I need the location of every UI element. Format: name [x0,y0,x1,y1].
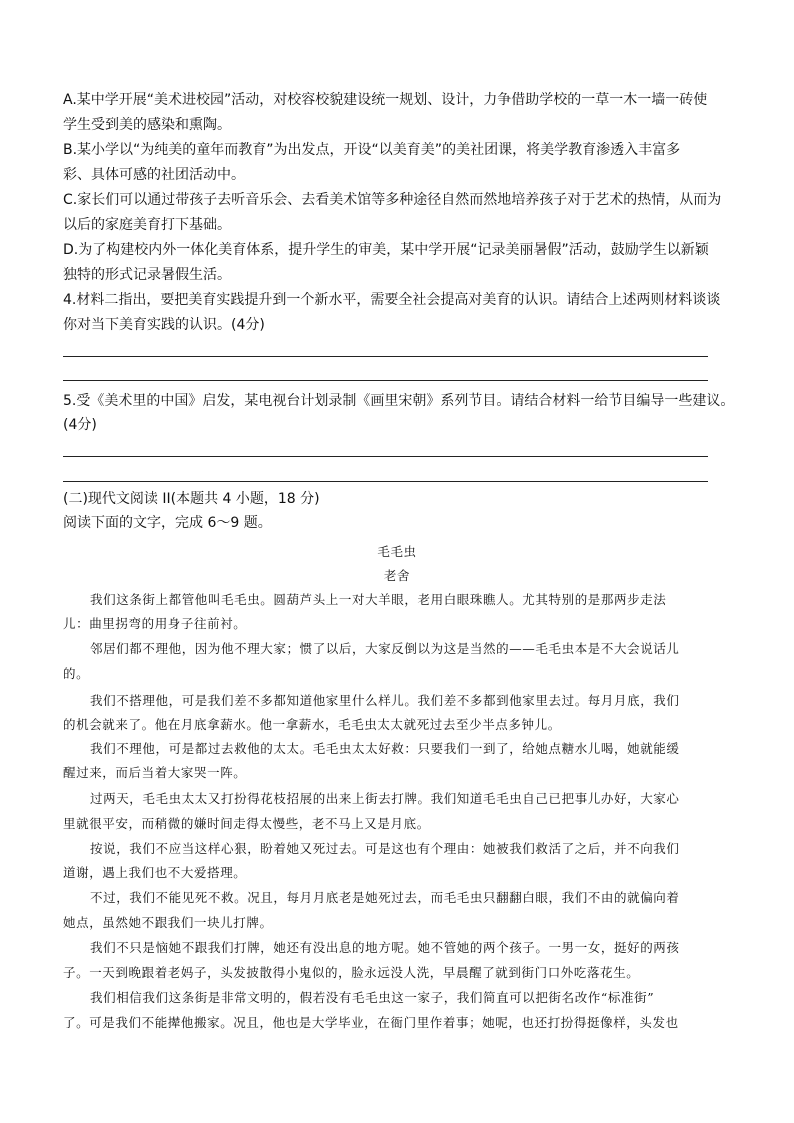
story-line: 我们不搭理他，可是我们差不多都知道他家里什么样儿。我们差不多都到他家里去过。每月月底，我们 [90,693,680,708]
option-d-line-1: D.为了构建校内外一体化美育体系，提升学生的审美，某中学开展“记录美丽暑假”活动，鼓励学生以新颖 [63,242,709,258]
story-line: 的机会就来了。他在月底拿薪水。他一拿薪水，毛毛虫太太就死过去至少半点多钟儿。 [63,717,561,732]
story-line: 子。一天到晚跟着老妈子，头发披散得小鬼似的，脸永远没人洗，早晨醒了就到街门口外吃落花生。 [63,965,640,980]
question-5-line-2: (4分) [63,417,97,433]
answer-line [63,481,708,482]
story-line: 她点，虽然她不跟我们一块儿打牌。 [63,915,273,930]
answer-line [63,356,708,357]
story-line: 醒过来，而后当着大家哭一阵。 [63,765,247,780]
story-line: 按说，我们不应当这样心狠，盼着她又死过去。可是这也有个理由：她被我们救活了之后，并不向我们 [90,841,680,856]
option-a-line-1: A.某中学开展“美术进校园”活动，对校容校貌建设统一规划、设计，力争借助学校的一草一木一墙一砖使 [63,92,708,108]
story-line: 我们不只是恼她不跟我们打牌，她还有没出息的地方呢。她不管她的两个孩子。一男一女，挺好的两孩 [90,940,680,955]
option-c-line-2: 以后的家庭美育打下基础。 [63,217,231,233]
story-line: 不过，我们不能见死不救。况且，每月月底老是她死过去，而毛毛虫只翻翻白眼，我们不由的就偏向着 [90,890,680,905]
story-line: 道谢，遇上我们也不大爱搭理。 [63,865,247,880]
story-line: 过两天，毛毛虫太太又打扮得花枝招展的出来上街去打牌。我们知道毛毛虫自己已把事儿办好，大家心 [90,791,680,806]
story-author: 老舍 [383,568,411,583]
story-line: 邻居们都不理他，因为他不理大家；惯了以后，大家反倒以为这是当然的——毛毛虫本是不大会说话儿 [90,641,680,656]
section-header: (二)现代文阅读 II(本题共 4 小题，18 分) [63,491,320,507]
story-line: 我们不理他，可是都过去救他的太太。毛毛虫太太好救：只要我们一到了，给她点糖水儿喝，她就能缓 [90,741,680,756]
section-instruction: 阅读下面的文字，完成 6～9 题。 [63,515,272,531]
story-line: 我们这条街上都管他叫毛毛虫。圆葫芦头上一对大羊眼，老用白眼珠瞧人。尤其特别的是那两步走法 [90,592,667,607]
question-4-line-2: 你对当下美育实践的认识。(4分) [63,317,265,333]
story-line: 里就很平安，而稍微的嫌时间走得太慢些，老不马上又是月底。 [63,816,430,831]
story-line: 的。 [63,666,90,681]
option-c-line-1: C.家长们可以通过带孩子去听音乐会、去看美术馆等多种途径自然而然地培养孩子对于艺术的热情，从而为 [63,192,722,208]
option-a-line-2: 学生受到美的感染和熏陶。 [63,117,231,133]
option-b-line-2: 彩、具体可感的社团活动中。 [63,167,245,183]
question-4-line-1: 4.材料二指出，要把美育实践提升到一个新水平，需要全社会提高对美育的认识。请结合上述两则材料谈谈 [63,292,721,308]
option-b-line-1: B.某小学以“为纯美的童年而教育”为出发点，开设“以美育美”的美社团课，将美学教育渗透入丰富多 [63,142,681,158]
option-d-line-2: 独特的形式记录暑假生活。 [63,267,231,283]
story-line: 我们相信我们这条街是非常文明的，假若没有毛毛虫这一家子，我们简直可以把街名改作“标准街” [90,990,655,1005]
answer-line [63,380,708,381]
story-title: 毛毛虫 [377,544,417,559]
question-5-line-1: 5.受《美术里的中国》启发，某电视台计划录制《画里宋朝》系列节目。请结合材料一给节目编导一些建议。 [63,393,735,409]
story-line: 儿：曲里拐弯的用身子往前衬。 [63,616,247,631]
answer-line [63,456,708,457]
story-line: 了。可是我们不能撵他搬家。况且，他也是大学毕业，在衙门里作着事；她呢，也还打扮得挺像样，头发也 [63,1015,679,1030]
